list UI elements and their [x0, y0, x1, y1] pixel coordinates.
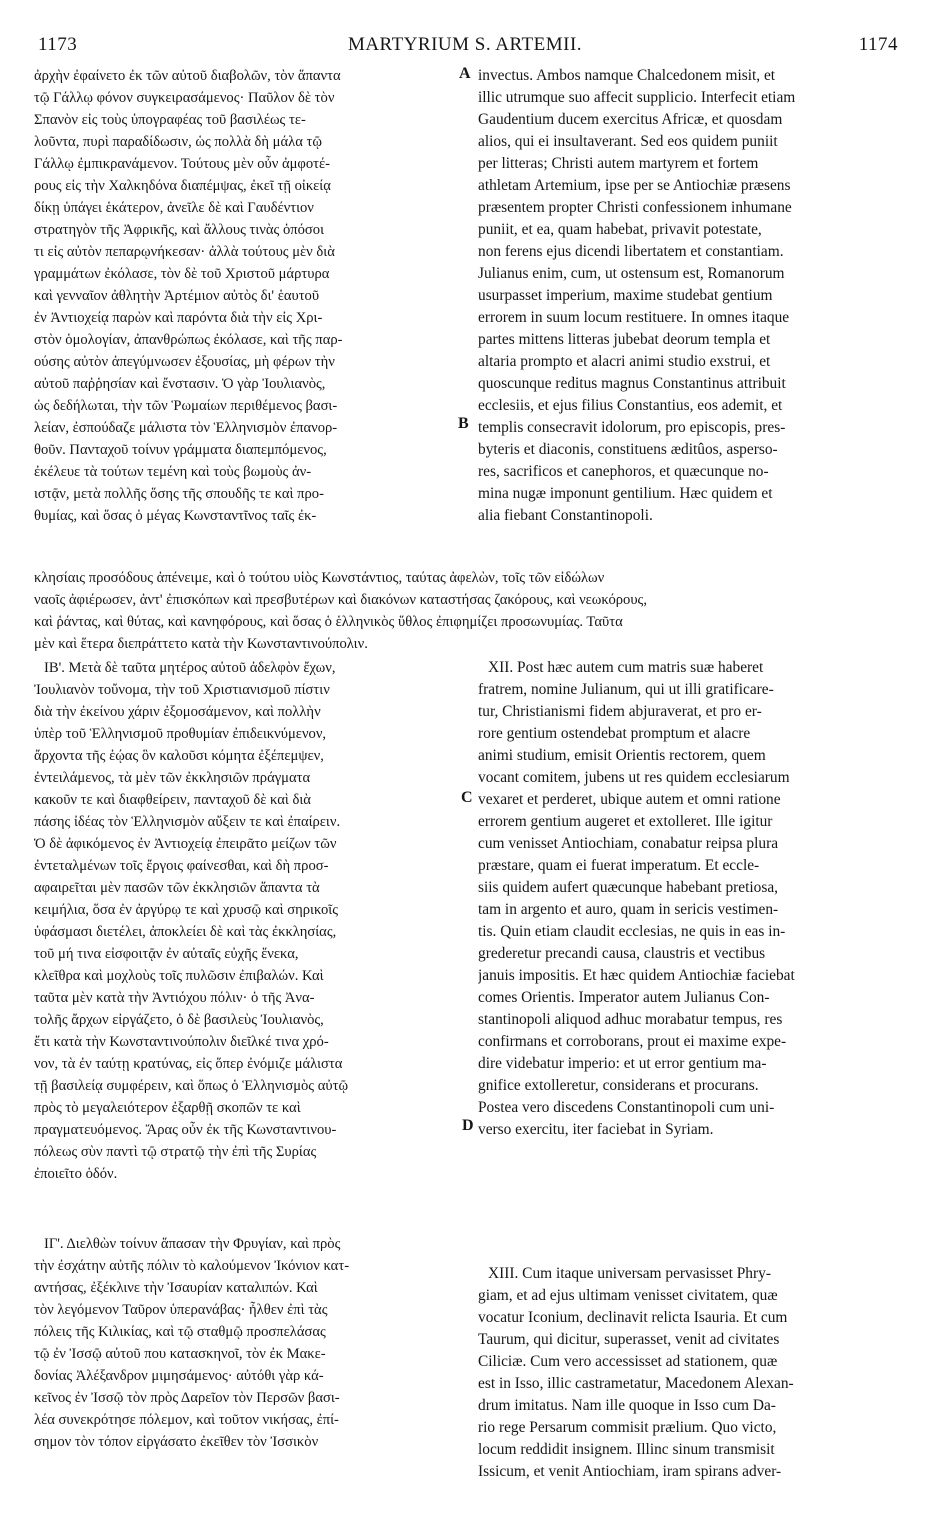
greek-line: τὴν ἐσχάτην αὐτῆς πόλιν τὸ καλούμενον Ἰκόνιον κατ-: [34, 1258, 350, 1274]
latin-line: XIII. Cum itaque universam pervasisset Phry-: [488, 1265, 771, 1282]
latin-line: siis quidem aufert quæcunque habebant pretiosa,: [478, 879, 779, 896]
greek-line: τι εἰς αὐτὸν πεπαρῳνήκεσαν· ἀλλὰ τούτους μὲν διὰ: [34, 244, 335, 260]
greek-line: τοῦ μή τινα εἰσφοιτᾷν ἐν αὐταῖς εὐχῆς ἕνεκα,: [34, 946, 299, 962]
latin-line: januis impositis. Et hæc quidem Antiochiæ faciebat: [478, 967, 795, 984]
latin-line: grederetur precandi causa, claustris et vectibus: [478, 945, 766, 962]
latin-column-section-13: [478, 1263, 898, 1483]
latin-line: partes mittens litteras jubebat deorum templa et: [478, 331, 771, 348]
greek-line: τῇ βασιλείᾳ συμφέρειν, καὶ ὅπως ὁ Ἑλληνισμὸς αὐτῷ: [34, 1078, 349, 1094]
left-page-number: 1173: [38, 34, 78, 55]
greek-line: πρὸς τὸ μεγαλειότερον ἐξαρθῇ σκοπῶν τε καὶ: [34, 1100, 301, 1116]
section-marker-d: D: [462, 1117, 474, 1134]
latin-line: verso exercitu, iter faciebat in Syriam.: [478, 1121, 714, 1138]
latin-line: per litteras; Christi autem martyrem et fortem: [478, 155, 759, 172]
greek-line: τῷ Γάλλῳ φόνον συγκειρασάμενος· Παῦλον δὲ τὸν: [34, 90, 335, 106]
greek-line: ΙΓ'. Διελθὼν τοίνυν ἅπασαν τὴν Φρυγίαν, καὶ πρὸς: [44, 1236, 341, 1252]
greek-line: διὰ τὴν ἐκείνου χάριν ἐξομοσάμενον, καὶ πολλὴν: [34, 704, 321, 720]
greek-line: ἔτι κατὰ τὴν Κωνσταντινούπολιν διεῖλκέ τινα χρό-: [34, 1034, 329, 1050]
greek-column-section-13: [34, 1233, 474, 1453]
latin-line: animi studium, emisit Orientis rectorem, quem: [478, 747, 766, 764]
latin-line: rore gentium ostendebat promptum et alacre: [478, 725, 751, 742]
greek-line: θοῦν. Πανταχοῦ τοίνυν γράμματα διαπεμπόμενος,: [34, 442, 327, 458]
latin-line: confirmans et corroborans, prout ei maxime expe-: [478, 1033, 787, 1050]
greek-line: ὡς δεδήλωται, τὴν τῶν Ῥωμαίων περιθέμενος βασι-: [34, 398, 338, 414]
latin-column-section-12: [478, 657, 898, 1141]
latin-line: vocatur Iconium, declinavit relicta Isauria. Et cum: [478, 1309, 788, 1326]
greek-line: κεῖνος ἐν Ἰσσῷ τὸν πρὸς Δαρεῖον τὸν Περσῶν βασι-: [34, 1390, 340, 1406]
latin-line: alios, qui ei insultaverant. Sed eos quidem puniit: [478, 133, 778, 150]
greek-full-width-passage: [34, 567, 896, 655]
page-title: MARTYRIUM S. ARTEMII.: [347, 34, 583, 55]
latin-line: præstare, quam ei fuerat imperatum. Et eccle-: [478, 857, 760, 874]
latin-line: altaria prompto et alacri animi studio exstrui, et: [478, 353, 771, 370]
greek-full-line: κλησίαις προσόδους ἀπένειμε, καὶ ὁ τούτου υἱὸς Κωνστάντιος, ταύτας ἀφελὼν, τοῖς τῶν εἰδώλων: [34, 570, 605, 586]
greek-line: στὸν ὁμολογίαν, ἀπανθρώπως ἐκόλασε, καὶ τῆς παρ-: [34, 332, 343, 348]
greek-line: ἄρχοντα τῆς ἑῴας ὃν καλοῦσι κόμητα ἐξέπεμψεν,: [34, 748, 324, 764]
latin-line: giam, et ad ejus ultimam venisset civitatem, quæ: [478, 1287, 778, 1304]
latin-line: dire videbatur imperio: et ut error gentium ma-: [478, 1055, 767, 1072]
greek-line: ΙΒ'. Μετὰ δὲ ταῦτα μητέρος αὐτοῦ ἀδελφὸν ἔχων,: [44, 660, 336, 676]
latin-line: vocant comitem, jubens ut res quidem ecclesiarum: [478, 769, 790, 786]
greek-line: ἐποιεῖτο ὁδόν.: [34, 1166, 118, 1182]
greek-line: λοῦντα, πυρὶ παραδίδωσιν, ὡς πολλὰ δὴ μάλα τῷ: [34, 134, 322, 150]
greek-line: ρους εἰς τὴν Χαλκηδόνα διαπέμψας, ἐκεῖ τῇ οἰκείᾳ: [34, 178, 331, 194]
latin-line: cum venisset Antiochiam, conabatur reipsa plura: [478, 835, 779, 852]
latin-column-top: [478, 65, 898, 527]
latin-line: locum reddidit insignem. Illinc sinum transmisit: [478, 1441, 775, 1458]
greek-line: ἐν Ἀντιοχείᾳ παρὼν καὶ παρόντα διὰ τὴν εἰς Χρι-: [34, 310, 323, 326]
latin-line: drum imitatus. Nam ille quoque in Isso cum Da-: [478, 1397, 776, 1414]
section-marker-b: B: [458, 415, 469, 432]
greek-line: ούσης αὐτὸν ἀπεγύμνωσεν ἐξουσίας, μὴ φέρων τὴν: [34, 354, 335, 370]
section-marker-c: C: [461, 789, 473, 806]
latin-line: byteris et diaconis, constituens æditûos, asperso-: [478, 441, 778, 458]
latin-line: tam in argento et auro, quam in sericis vestimen-: [478, 901, 779, 918]
latin-line: gnifice extolleretur, considerans et procurans.: [478, 1077, 759, 1094]
greek-line: θυμίας, καὶ ὅσας ὁ μέγας Κωνσταντῖνος ταῖς ἐκ-: [34, 508, 317, 524]
greek-line: ιστᾷν, μετὰ πολλῆς ὅσης τῆς σπουδῆς τε καὶ προ-: [34, 486, 324, 502]
latin-line: rio rege Persarum commisit prælium. Quo victo,: [478, 1419, 777, 1436]
latin-line: stantinopoli aliquod adhuc morabatur tempus, res: [478, 1011, 783, 1028]
latin-line: est in Isso, illic castrametatur, Macedonem Alexan-: [478, 1375, 794, 1392]
latin-line: Gaudentium ducem exercitus Africæ, et quosdam: [478, 111, 783, 128]
latin-line: Ciliciæ. Cum vero accessisset ad stationem, quæ: [478, 1353, 778, 1370]
greek-line: τολῆς ἄρχων εἰργάζετο, ὁ δὲ βασιλεὺς Ἰουλιανὸς,: [34, 1012, 324, 1028]
greek-line: σημον τὸν τόπον εἰργάσατο ἐκεῖθεν τὸν Ἰσσικὸν: [34, 1434, 319, 1450]
greek-line: νον, τὰ ἐν ταύτῃ κρατύνας, εἰς ὅπερ ἐνόμιζε μάλιστα: [34, 1056, 343, 1072]
latin-line: Issicum, et venit Antiochiam, iram spirans adver-: [478, 1463, 782, 1480]
right-page-number: 1174: [858, 34, 898, 55]
greek-full-line: μὲν καὶ ἕτερα διεπράττετο κατὰ τὴν Κωνσταντινούπολιν.: [34, 636, 368, 652]
greek-line: ἐκέλευε τὰ τούτων τεμένη καὶ τοὺς βωμοὺς ἀν-: [34, 464, 312, 480]
latin-line: errorem in suum locum restituere. In omnes itaque: [478, 309, 790, 326]
greek-line: πάσης ἰδέας τὸν Ἑλληνισμὸν αὔξειν τε καὶ ἐπαίρειν.: [34, 814, 341, 830]
latin-line: præsentem propter Christi confessionem inhumane: [478, 199, 792, 216]
greek-line: στρατηγὸν τῆς Ἀφρικῆς, καὶ ἄλλους τινὰς ὁπόσοι: [34, 222, 325, 238]
latin-line: vexaret et perderet, ubique autem et omni ratione: [478, 791, 781, 808]
greek-line: κειμήλια, ὅσα ἐν ἀργύρῳ τε καὶ χρυσῷ καὶ σηρικοῖς: [34, 902, 338, 918]
greek-line: τὸν λεγόμενον Ταῦρον ὑπερανάβας· ἦλθεν ἐπὶ τὰς: [34, 1302, 328, 1318]
latin-line: mina nugæ imponunt gentilium. Hæc quidem et: [478, 485, 773, 502]
latin-line: fratrem, nomine Julianum, qui ut illi gratificare-: [478, 681, 774, 698]
greek-line: Ὁ δὲ ἀφικόμενος ἐν Ἀντιοχείᾳ ἐπειρᾶτο μείζων τῶν: [34, 836, 337, 852]
latin-line: alia fiebant Constantinopoli.: [478, 507, 653, 524]
latin-line: usurpasset imperium, maxime studebat gentium: [478, 287, 773, 304]
latin-line: Postea vero discedens Constantinopoli cum uni-: [478, 1099, 775, 1116]
latin-line: ecclesiis, et ejus filius Constantius, eos ademit, et: [478, 397, 783, 414]
greek-line: ἐντεταλμένων τοῖς ἔργοις φαίνεσθαι, καὶ δὴ προσ-: [34, 858, 329, 874]
latin-line: quoscunque reditus magnus Constantinus attribuit: [478, 375, 786, 392]
latin-line: non ferens ejus dicendi libertatem et constantiam.: [478, 243, 784, 260]
greek-line: πραγματευόμενος. Ἄρας οὖν ἐκ τῆς Κωνσταντινου-: [34, 1122, 337, 1138]
latin-line: XII. Post hæc autem cum matris suæ haberet: [488, 659, 764, 676]
greek-line: πόλεις τῆς Κιλικίας, καὶ τῷ σταθμῷ προσπελάσας: [34, 1324, 326, 1340]
latin-line: athletam Artemium, ipse per se Antiochiæ præsens: [478, 177, 791, 194]
greek-line: ἐντειλάμενος, τὰ μὲν τῶν ἐκκλησιῶν πράγματα: [34, 770, 311, 786]
latin-line: invectus. Ambos namque Chalcedonem misit, et: [478, 67, 776, 84]
greek-line: γραμμάτων ἐκόλασε, τὸν δὲ τοῦ Χριστοῦ μάρτυρα: [34, 266, 330, 282]
latin-line: tur, Christianismi fidem abjuraverat, et pro er-: [478, 703, 762, 720]
greek-line: αφαιρεῖται μὲν πασῶν τῶν ἐκκλησιῶν ἅπαντα τὰ: [34, 880, 320, 896]
latin-line: errorem gentium augeret et extolleret. Ille igitur: [478, 813, 773, 830]
latin-line: comes Orientis. Imperator autem Julianus Con-: [478, 989, 770, 1006]
greek-line: κακοῦν τε καὶ διαφθείρειν, πανταχοῦ δὲ καὶ διὰ: [34, 792, 311, 808]
latin-line: tis. Quin etiam claudit ecclesias, ne quis in eas in-: [478, 923, 786, 940]
greek-line: δίκῃ ὑπάγει ἑκάτερον, ἀνεῖλε δὲ καὶ Γαυδέντιον: [34, 200, 314, 216]
greek-line: καὶ γενναῖον ἀθλητὴν Ἀρτέμιον αὐτὸς δι' ἑαυτοῦ: [34, 288, 320, 304]
greek-full-line: ναοῖς ἀφιέρωσεν, ἀντ' ἐπισκόπων καὶ πρεσβυτέρων καὶ διακόνων καταστήσας ζακόρους, καὶ νεωκόρους,: [34, 592, 647, 608]
latin-line: templis consecravit idolorum, pro episcopis, pres-: [478, 419, 786, 436]
section-marker-a: A: [459, 65, 471, 82]
greek-line: Ἰουλιανὸν τοὔνομα, τὴν τοῦ Χριστιανισμοῦ πίστιν: [34, 682, 330, 698]
greek-line: πόλεως σὺν παντὶ τῷ στρατῷ τὴν ἐπὶ τῆς Συρίας: [34, 1144, 317, 1160]
greek-line: κλεῖθρα καὶ μοχλοὺς τοῖς πυλῶσιν ἐπιβαλών. Καὶ: [34, 968, 324, 984]
greek-line: αντήσας, ἐξέκλινε τὴν Ἰσαυρίαν καταλιπών. Καὶ: [34, 1280, 318, 1296]
greek-full-line: καὶ ῥάντας, καὶ θύτας, καὶ κανηφόρους, καὶ ὅσας ὁ ἑλληνικὸς ὕθλος ἐπιφημίζει προσωνυμίας. Ταῦτα: [34, 614, 623, 630]
latin-line: Taurum, qui dicitur, superasset, venit ad civitates: [478, 1331, 780, 1348]
latin-line: illic utrumque suo affecit supplicio. Interfecit etiam: [478, 89, 796, 106]
greek-line: λέα συνεκρότησε πόλεμον, καὶ τοῦτον νικήσας, ἐπί-: [34, 1412, 339, 1428]
greek-column-section-12: [34, 657, 474, 1185]
greek-line: ὑπὲρ τοῦ Ἑλληνισμοῦ προθυμίαν ἐπιδεικνύμενον,: [34, 726, 327, 742]
greek-line: Γάλλῳ ἐμπικρανάμενον. Τούτους μὲν οὖν ἀμφοτέ-: [34, 156, 331, 172]
greek-column-top: [34, 65, 474, 527]
page-header: [0, 34, 930, 60]
greek-line: λείαν, ἐσπούδαζε μάλιστα τὸν Ἑλληνισμὸν ἐπανορ-: [34, 420, 338, 436]
greek-line: Σπανὸν εἰς τοὺς ὑπογραφέας τοῦ βασιλέως τε-: [34, 112, 306, 128]
latin-line: puniit, et ea, quam habebat, privavit potestate,: [478, 221, 762, 238]
latin-line: Julianus enim, cum, ut ostensum est, Romanorum: [478, 265, 785, 282]
greek-line: ὑφάσμασι διετέλει, ἀποκλείει δὲ καὶ τὰς ἐκκλησίας,: [34, 924, 337, 940]
latin-line: res, sacrificos et canephoros, et quæcunque no-: [478, 463, 769, 480]
greek-line: τῷ ἐν Ἰσσῷ αὐτοῦ που κατασκηνοῖ, τὸν ἐκ Μακε-: [34, 1346, 326, 1362]
greek-line: αὐτοῦ παῤῥησίαν καὶ ἔνστασιν. Ὁ γὰρ Ἰουλιανὸς,: [34, 376, 326, 392]
greek-line: ἀρχὴν ἐφαίνετο ἐκ τῶν αὐτοῦ διαβολῶν, τὸν ἅπαντα: [34, 68, 341, 84]
greek-line: δονίας Ἀλέξανδρον μιμησάμενος· αὐτόθι γὰρ κά-: [34, 1368, 324, 1384]
greek-line: ταῦτα μὲν κατὰ τὴν Ἀντιόχου πόλιν· ὁ τῆς Ἀνα-: [34, 990, 315, 1006]
